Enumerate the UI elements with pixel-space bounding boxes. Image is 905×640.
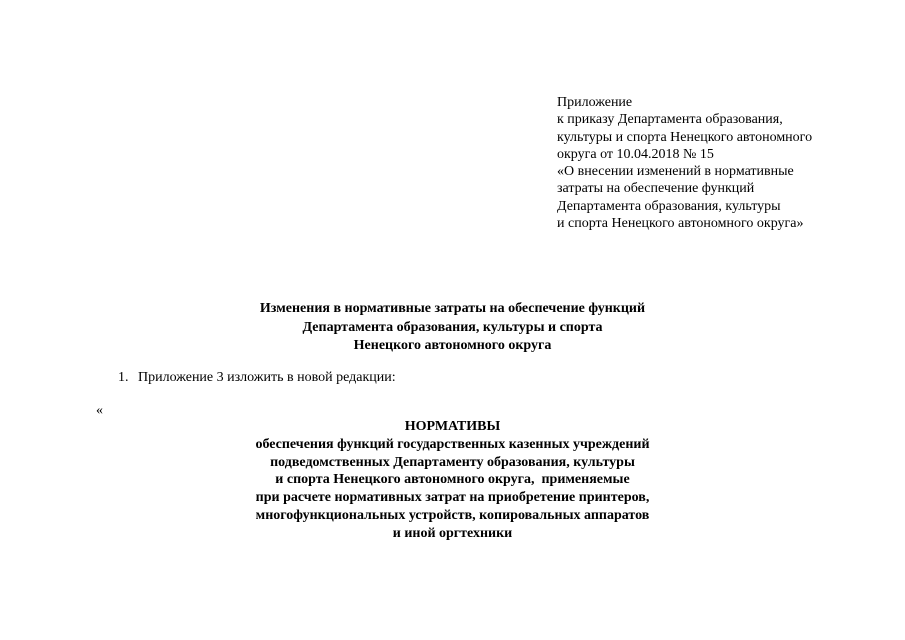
list-item-1 <box>118 369 396 387</box>
norms-line: и спорта Ненецкого автономного округа, применяемые <box>275 472 630 488</box>
norms-subtitle <box>150 436 755 542</box>
opening-quote-mark: « <box>96 403 103 418</box>
appendix-line: Приложение <box>557 95 633 110</box>
norms-line: и иной оргтехники <box>392 525 513 541</box>
heading-line: Департамента образования, культуры и спорта <box>302 319 603 335</box>
document-heading <box>150 300 755 356</box>
norms-line: многофункциональных устройств, копировальных аппаратов <box>255 507 650 523</box>
list-item-text: Приложение 3 изложить в новой редакции: <box>138 370 396 385</box>
appendix-line: Департамента образования, культуры <box>557 198 781 214</box>
norms-line: при расчете нормативных затрат на приобретение принтеров, <box>255 490 650 506</box>
appendix-line: округа от 10.04.2018 № 15 <box>557 146 714 162</box>
heading-line: Ненецкого автономного округа <box>353 338 552 353</box>
list-item-number: 1. <box>118 370 129 385</box>
appendix-line: к приказу Департамента образования, <box>557 112 783 128</box>
appendix-block <box>557 94 812 232</box>
appendix-line: затраты на обеспечение функций <box>557 181 755 197</box>
appendix-line: «О внесении изменений в нормативные <box>557 164 794 180</box>
appendix-line: и спорта Ненецкого автономного округа» <box>557 216 804 232</box>
norms-line: обеспечения функций государственных казенных учреждений <box>255 437 650 452</box>
norms-title: НОРМАТИВЫ <box>404 419 501 434</box>
appendix-line: культуры и спорта Ненецкого автономного <box>557 129 813 145</box>
norms-line: подведомственных Департаменту образования, культуры <box>270 454 635 470</box>
heading-line: Изменения в нормативные затраты на обеспечение функций <box>259 301 646 316</box>
